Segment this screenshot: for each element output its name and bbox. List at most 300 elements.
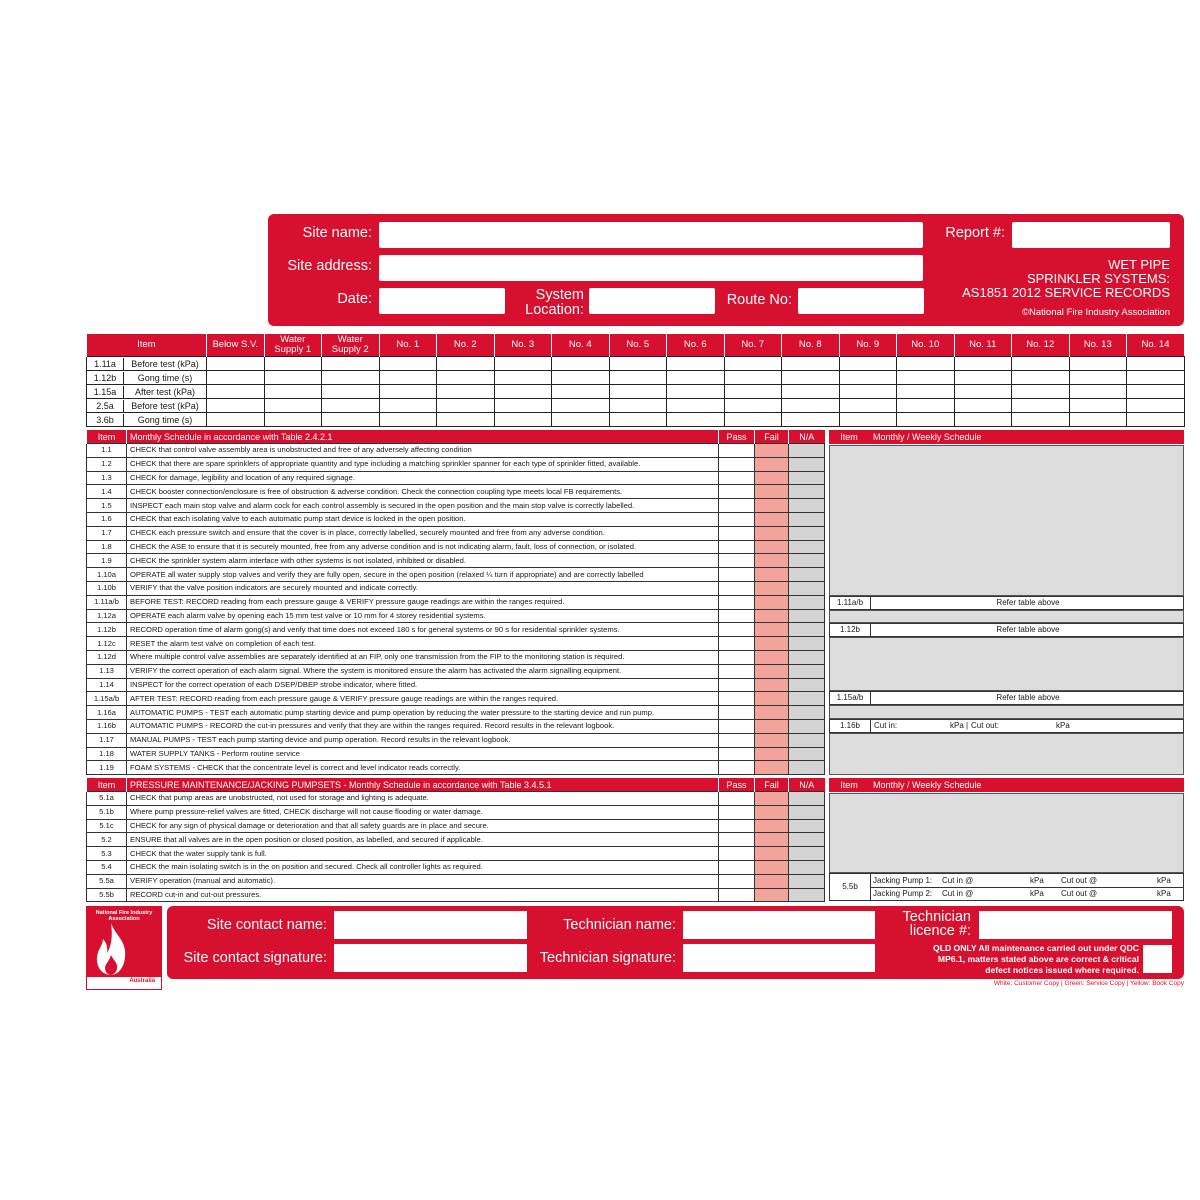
pressure-reading-cell[interactable] — [264, 385, 322, 399]
pressure-reading-cell[interactable] — [437, 357, 495, 371]
pass-checkbox[interactable] — [719, 761, 755, 775]
monthly-item-description: AFTER TEST: RECORD reading from each pressure gauge & VERIFY pressure gauge readings are within the ranges required. — [127, 692, 719, 706]
site-contact-signature-field[interactable] — [334, 944, 527, 972]
pass-checkbox[interactable] — [719, 595, 755, 609]
na-checkbox[interactable] — [789, 485, 825, 499]
pass-checkbox[interactable] — [719, 678, 755, 692]
pressure-reading-cell[interactable] — [1012, 371, 1070, 385]
na-checkbox[interactable] — [789, 444, 825, 458]
monthly-item-code: 1.4 — [87, 485, 127, 499]
pressure-reading-cell[interactable] — [609, 371, 667, 385]
fail-checkbox[interactable] — [755, 888, 789, 902]
monthly-panel-item-header: Item — [840, 432, 858, 442]
site-address-label: Site address: — [287, 258, 372, 274]
pumpset-row — [87, 847, 825, 861]
monthly-item-code: 1.9 — [87, 554, 127, 568]
pressure-reading-cell[interactable] — [322, 413, 380, 427]
pressure-reading-cell[interactable] — [954, 385, 1012, 399]
monthly-item-description: CHECK booster connection/enclosure is free of obstruction & adverse condition. Check the connection coupling type meets local FB requirements. — [127, 485, 719, 499]
fail-checkbox[interactable] — [755, 637, 789, 651]
monthly-item-description: MANUAL PUMPS - TEST each pump starting device and pump operation. Record results in the relevant logbook. — [127, 733, 719, 747]
qld-checkbox[interactable] — [1143, 945, 1172, 973]
fail-checkbox[interactable] — [755, 540, 789, 554]
monthly-item-code: 1.13 — [87, 664, 127, 678]
na-checkbox[interactable] — [789, 874, 825, 888]
pressure-reading-cell[interactable] — [1069, 357, 1127, 371]
pumpset-row — [87, 833, 825, 847]
pressure-row — [87, 371, 1185, 385]
pumpset-row — [87, 805, 825, 819]
pressure-reading-cell[interactable] — [494, 357, 552, 371]
fail-checkbox[interactable] — [755, 650, 789, 664]
pressure-reading-cell[interactable] — [782, 385, 840, 399]
pressure-reading-cell[interactable] — [667, 385, 725, 399]
monthly-row — [87, 761, 825, 775]
pressure-reading-cell[interactable] — [552, 371, 610, 385]
pressure-reading-cell[interactable] — [207, 399, 265, 413]
title-line-1: WET PIPE — [1108, 257, 1170, 272]
panel-row-1-15ab — [829, 691, 1184, 705]
monthly-item-code: 1.16a — [87, 706, 127, 720]
pressure-reading-cell[interactable] — [1069, 399, 1127, 413]
pressure-reading-cell[interactable] — [322, 357, 380, 371]
monthly-na-header: N/A — [789, 430, 825, 444]
pressure-reading-cell[interactable] — [954, 399, 1012, 413]
system-location-field[interactable] — [589, 288, 715, 314]
jacking-pump-2-line — [871, 887, 1183, 900]
monthly-item-header: Item — [87, 430, 127, 444]
pressure-reading-cell[interactable] — [207, 385, 265, 399]
pressure-row-label — [87, 357, 207, 371]
pressure-reading-cell[interactable] — [437, 371, 495, 385]
fail-checkbox[interactable] — [755, 664, 789, 678]
pressure-reading-cell[interactable] — [954, 413, 1012, 427]
na-checkbox[interactable] — [789, 526, 825, 540]
monthly-item-code: 1.5 — [87, 499, 127, 513]
pressure-row-text: Before test (kPa) — [131, 358, 199, 369]
pumpsets-checklist-table — [86, 778, 825, 902]
pass-checkbox[interactable] — [719, 637, 755, 651]
na-checkbox[interactable] — [789, 554, 825, 568]
pressure-reading-cell[interactable] — [839, 399, 897, 413]
pass-checkbox[interactable] — [719, 581, 755, 595]
fail-checkbox[interactable] — [755, 874, 789, 888]
pressure-reading-cell[interactable] — [667, 413, 725, 427]
system-location-label-line2: Location: — [525, 302, 584, 318]
monthly-notes-area-1[interactable] — [829, 445, 1184, 596]
fail-checkbox[interactable] — [755, 860, 789, 874]
pumpset-panel-header — [829, 778, 1184, 792]
pressure-reading-cell[interactable] — [954, 371, 1012, 385]
pressure-reading-cell[interactable] — [897, 371, 955, 385]
pass-checkbox[interactable] — [719, 664, 755, 678]
fail-checkbox[interactable] — [755, 499, 789, 513]
title-line-3: AS1851 2012 SERVICE RECORDS — [962, 285, 1170, 300]
technician-signature-field[interactable] — [683, 944, 875, 972]
panel-row-code: 1.12b — [830, 624, 871, 636]
pass-checkbox[interactable] — [719, 733, 755, 747]
na-checkbox[interactable] — [789, 733, 825, 747]
pressure-reading-cell[interactable] — [494, 371, 552, 385]
pass-checkbox[interactable] — [719, 847, 755, 861]
pass-checkbox[interactable] — [719, 457, 755, 471]
fail-checkbox[interactable] — [755, 733, 789, 747]
na-checkbox[interactable] — [789, 819, 825, 833]
pumpset-item-description: CHECK that pump areas are unobstructed, not used for storage and lighting is adequate. — [127, 792, 719, 806]
fail-checkbox[interactable] — [755, 471, 789, 485]
fail-checkbox[interactable] — [755, 833, 789, 847]
pass-checkbox[interactable] — [719, 719, 755, 733]
pressure-reading-cell[interactable] — [494, 399, 552, 413]
panel-row-code: 1.15a/b — [830, 692, 871, 704]
pressure-reading-cell[interactable] — [839, 357, 897, 371]
jacking-pump-row — [829, 873, 1184, 901]
pass-checkbox[interactable] — [719, 444, 755, 458]
pressure-reading-cell[interactable] — [1069, 413, 1127, 427]
pass-checkbox[interactable] — [719, 860, 755, 874]
site-contact-signature-label: Site contact signature: — [183, 950, 327, 966]
pumpset-item-code: 5.5a — [87, 874, 127, 888]
pressure-reading-cell[interactable] — [552, 413, 610, 427]
monthly-item-description: CHECK for damage, legibility and location of any required signage. — [127, 471, 719, 485]
fail-checkbox[interactable] — [755, 805, 789, 819]
pumpset-row — [87, 819, 825, 833]
pressure-reading-cell[interactable] — [1127, 371, 1185, 385]
na-checkbox[interactable] — [789, 792, 825, 806]
cut-out-kpa-label: kPa — [1056, 721, 1070, 730]
na-checkbox[interactable] — [789, 568, 825, 582]
na-checkbox[interactable] — [789, 860, 825, 874]
monthly-item-code: 1.18 — [87, 747, 127, 761]
pressure-reading-cell[interactable] — [1012, 413, 1070, 427]
pressure-reading-cell[interactable] — [379, 357, 437, 371]
monthly-item-description: OPERATE all water supply stop valves and verify they are fully open, secure in the open position (relaxed ¼ turn if appropriate) and are correctly labelled — [127, 568, 719, 582]
pressure-reading-cell[interactable] — [207, 357, 265, 371]
monthly-row — [87, 747, 825, 761]
pass-checkbox[interactable] — [719, 706, 755, 720]
pressure-reading-cell[interactable] — [609, 357, 667, 371]
pressure-reading-cell[interactable] — [322, 399, 380, 413]
technician-licence-field[interactable] — [979, 911, 1172, 939]
fail-checkbox[interactable] — [755, 554, 789, 568]
pass-checkbox[interactable] — [719, 512, 755, 526]
monthly-weekly-panel — [829, 430, 1184, 775]
pressure-table-header — [87, 334, 1185, 357]
qld-line-1: QLD ONLY All maintenance carried out under QDC — [933, 943, 1139, 953]
pressure-reading-cell[interactable] — [264, 371, 322, 385]
pressure-reading-cell[interactable] — [1127, 399, 1185, 413]
na-checkbox[interactable] — [789, 706, 825, 720]
pressure-reading-cell[interactable] — [782, 357, 840, 371]
pressure-reading-cell[interactable] — [1127, 357, 1185, 371]
monthly-item-code: 1.3 — [87, 471, 127, 485]
na-checkbox[interactable] — [789, 678, 825, 692]
pumpset-item-code: 5.1b — [87, 805, 127, 819]
pressure-row-code: 1.11a — [87, 358, 124, 370]
pressure-reading-cell[interactable] — [724, 371, 782, 385]
na-checkbox[interactable] — [789, 499, 825, 513]
monthly-item-description: CHECK that control valve assembly area is unobstructed and free of any adversely affecting condition — [127, 444, 719, 458]
technician-licence-label — [879, 910, 971, 938]
pass-checkbox[interactable] — [719, 554, 755, 568]
pressure-reading-cell[interactable] — [437, 399, 495, 413]
pressure-reading-cell[interactable] — [897, 385, 955, 399]
fail-checkbox[interactable] — [755, 568, 789, 582]
pumpset-notes-area[interactable] — [829, 793, 1184, 873]
jp2-cut-out-kpa: kPa — [1157, 889, 1171, 898]
pressure-reading-cell[interactable] — [1012, 357, 1070, 371]
pass-checkbox[interactable] — [719, 805, 755, 819]
pressure-reading-cell[interactable] — [322, 385, 380, 399]
monthly-notes-area-5[interactable] — [829, 733, 1184, 775]
pumpset-item-code: 5.2 — [87, 833, 127, 847]
pressure-reading-cell[interactable] — [207, 413, 265, 427]
monthly-row — [87, 499, 825, 513]
pressure-reading-cell[interactable] — [207, 371, 265, 385]
pressure-reading-cell[interactable] — [897, 357, 955, 371]
fail-checkbox[interactable] — [755, 792, 789, 806]
fail-checkbox[interactable] — [755, 457, 789, 471]
na-checkbox[interactable] — [789, 805, 825, 819]
na-checkbox[interactable] — [789, 512, 825, 526]
pressure-reading-cell[interactable] — [552, 399, 610, 413]
na-checkbox[interactable] — [789, 847, 825, 861]
pass-checkbox[interactable] — [719, 526, 755, 540]
pressure-column-header: No. 11 — [954, 334, 1012, 357]
fail-checkbox[interactable] — [755, 692, 789, 706]
monthly-item-code: 1.8 — [87, 540, 127, 554]
pressure-column-header: No. 4 — [552, 334, 610, 357]
site-contact-name-field[interactable] — [334, 911, 527, 939]
pressure-reading-cell[interactable] — [782, 371, 840, 385]
jp2-cut-in-label: Cut in @ — [942, 889, 974, 898]
pressure-reading-cell[interactable] — [667, 357, 725, 371]
report-number-field[interactable] — [1012, 222, 1170, 248]
na-checkbox[interactable] — [789, 457, 825, 471]
fail-checkbox[interactable] — [755, 581, 789, 595]
pressure-reading-cell[interactable] — [839, 413, 897, 427]
pressure-reading-cell[interactable] — [724, 399, 782, 413]
flame-icon — [91, 921, 131, 977]
technician-licence-label-line2: licence #: — [909, 923, 971, 939]
pass-checkbox[interactable] — [719, 499, 755, 513]
technician-name-field[interactable] — [683, 911, 875, 939]
pressure-reading-cell[interactable] — [552, 357, 610, 371]
pass-checkbox[interactable] — [719, 819, 755, 833]
pressure-reading-cell[interactable] — [897, 399, 955, 413]
pressure-reading-cell[interactable] — [609, 399, 667, 413]
monthly-row — [87, 595, 825, 609]
pressure-reading-cell[interactable] — [839, 385, 897, 399]
monthly-panel-header — [829, 430, 1184, 444]
pressure-reading-cell[interactable] — [667, 371, 725, 385]
monthly-notes-area-2[interactable] — [829, 610, 1184, 623]
panel-row-1-16b — [829, 719, 1184, 733]
cut-in-kpa-label: kPa | — [950, 721, 969, 730]
na-checkbox[interactable] — [789, 888, 825, 902]
pass-checkbox[interactable] — [719, 540, 755, 554]
fail-checkbox[interactable] — [755, 609, 789, 623]
na-checkbox[interactable] — [789, 692, 825, 706]
monthly-row — [87, 733, 825, 747]
pressure-reading-cell[interactable] — [494, 385, 552, 399]
pressure-row-label — [87, 385, 207, 399]
pressure-reading-cell[interactable] — [1012, 399, 1070, 413]
pumpset-item-code: 5.3 — [87, 847, 127, 861]
site-name-field[interactable] — [379, 222, 923, 248]
fail-checkbox[interactable] — [755, 719, 789, 733]
pressure-reading-cell[interactable] — [1127, 385, 1185, 399]
monthly-item-code: 1.6 — [87, 512, 127, 526]
pumpsets-item-header: Item — [87, 778, 127, 792]
pumpset-row — [87, 874, 825, 888]
na-checkbox[interactable] — [789, 664, 825, 678]
pressure-row-code: 2.5a — [87, 400, 124, 412]
na-checkbox[interactable] — [789, 540, 825, 554]
pressure-reading-cell[interactable] — [437, 385, 495, 399]
pass-checkbox[interactable] — [719, 874, 755, 888]
fail-checkbox[interactable] — [755, 761, 789, 775]
pressure-reading-cell[interactable] — [1069, 371, 1127, 385]
pressure-reading-cell[interactable] — [264, 399, 322, 413]
copy-distribution-note: White: Customer Copy | Green: Service Copy | Yellow: Book Copy — [993, 980, 1184, 987]
pass-checkbox[interactable] — [719, 471, 755, 485]
pressure-reading-cell[interactable] — [1012, 385, 1070, 399]
monthly-row — [87, 485, 825, 499]
monthly-item-description: CHECK that each isolating valve to each automatic pump start device is locked in the open position. — [127, 512, 719, 526]
monthly-notes-area-3[interactable] — [829, 637, 1184, 691]
monthly-item-description: CHECK each pressure switch and ensure that the cover is in place, correctly labelled, securely mounted and free from any adverse condition. — [127, 526, 719, 540]
na-checkbox[interactable] — [789, 581, 825, 595]
site-contact-name-label: Site contact name: — [206, 917, 327, 933]
fail-checkbox[interactable] — [755, 444, 789, 458]
pressure-reading-cell[interactable] — [609, 385, 667, 399]
na-checkbox[interactable] — [789, 623, 825, 637]
pressure-reading-cell[interactable] — [552, 385, 610, 399]
na-checkbox[interactable] — [789, 761, 825, 775]
monthly-row — [87, 692, 825, 706]
pass-checkbox[interactable] — [719, 833, 755, 847]
pressure-reading-cell[interactable] — [724, 385, 782, 399]
na-checkbox[interactable] — [789, 609, 825, 623]
panel-row-text: Refer table above — [996, 598, 1060, 607]
monthly-notes-area-4[interactable] — [829, 705, 1184, 719]
na-checkbox[interactable] — [789, 471, 825, 485]
pressure-reading-cell[interactable] — [839, 371, 897, 385]
panel-row-text: Refer table above — [996, 693, 1060, 702]
pass-checkbox[interactable] — [719, 623, 755, 637]
pressure-reading-cell[interactable] — [379, 385, 437, 399]
pumpset-row — [87, 888, 825, 902]
pass-checkbox[interactable] — [719, 888, 755, 902]
monthly-item-code: 1.19 — [87, 761, 127, 775]
na-checkbox[interactable] — [789, 637, 825, 651]
jp1-cut-in-label: Cut in @ — [942, 876, 974, 885]
site-address-field[interactable] — [379, 255, 923, 281]
pass-checkbox[interactable] — [719, 792, 755, 806]
date-field[interactable] — [379, 288, 505, 314]
monthly-item-code: 1.16b — [87, 719, 127, 733]
fail-checkbox[interactable] — [755, 512, 789, 526]
route-no-field[interactable] — [798, 288, 924, 314]
monthly-item-code: 1.10b — [87, 581, 127, 595]
fail-checkbox[interactable] — [755, 847, 789, 861]
jacking-pump-1-line — [871, 874, 1183, 888]
pass-checkbox[interactable] — [719, 650, 755, 664]
pressure-reading-cell[interactable] — [782, 413, 840, 427]
fail-checkbox[interactable] — [755, 819, 789, 833]
pressure-reading-cell[interactable] — [264, 413, 322, 427]
pressure-row — [87, 385, 1185, 399]
panel-row-code: 1.16b — [830, 720, 871, 732]
na-checkbox[interactable] — [789, 595, 825, 609]
pressure-row — [87, 413, 1185, 427]
pass-checkbox[interactable] — [719, 568, 755, 582]
qld-line-3: defect notices issued where required. — [985, 965, 1139, 975]
pressure-column-header: Water Supply 2 — [322, 334, 380, 357]
na-checkbox[interactable] — [789, 719, 825, 733]
pass-checkbox[interactable] — [719, 485, 755, 499]
pass-checkbox[interactable] — [719, 747, 755, 761]
na-checkbox[interactable] — [789, 833, 825, 847]
pressure-reading-cell[interactable] — [782, 399, 840, 413]
fail-checkbox[interactable] — [755, 623, 789, 637]
monthly-item-code: 1.11a/b — [87, 595, 127, 609]
report-number-label: Report #: — [945, 225, 1005, 241]
pressure-reading-cell[interactable] — [494, 413, 552, 427]
logo-background — [87, 907, 161, 977]
monthly-item-description: AUTOMATIC PUMPS - TEST each automatic pump starting device and pump operation by reducing the water pressure to the starting device and run pump. — [127, 706, 719, 720]
fail-checkbox[interactable] — [755, 595, 789, 609]
pressure-reading-cell[interactable] — [322, 371, 380, 385]
pressure-reading-cell[interactable] — [954, 357, 1012, 371]
nfia-logo — [86, 906, 162, 990]
na-checkbox[interactable] — [789, 650, 825, 664]
fail-checkbox[interactable] — [755, 706, 789, 720]
fail-checkbox[interactable] — [755, 485, 789, 499]
pressure-reading-cell[interactable] — [1127, 413, 1185, 427]
pass-checkbox[interactable] — [719, 609, 755, 623]
pumpsets-header-row — [87, 778, 825, 792]
fail-checkbox[interactable] — [755, 678, 789, 692]
na-checkbox[interactable] — [789, 747, 825, 761]
monthly-item-code: 1.12d — [87, 650, 127, 664]
pressure-row-code: 1.12b — [87, 372, 124, 384]
monthly-item-code: 1.12c — [87, 637, 127, 651]
pumpset-item-code: 5.1c — [87, 819, 127, 833]
pressure-column-header: No. 3 — [494, 334, 552, 357]
fail-checkbox[interactable] — [755, 747, 789, 761]
fail-checkbox[interactable] — [755, 526, 789, 540]
jp1-cut-in-kpa: kPa — [1030, 876, 1044, 885]
monthly-item-description: Where multiple control valve assemblies are separately identified at an FIP, only one transmission from the FIP to the monitoring station is required. — [127, 650, 719, 664]
pressure-reading-cell[interactable] — [724, 413, 782, 427]
pressure-reading-cell[interactable] — [1069, 385, 1127, 399]
pumpset-item-description: Where pump pressure-relief valves are fitted, CHECK discharge will not cause flooding or water damage. — [127, 805, 719, 819]
pressure-reading-cell[interactable] — [264, 357, 322, 371]
pressure-reading-cell[interactable] — [724, 357, 782, 371]
pressure-reading-cell[interactable] — [437, 413, 495, 427]
pressure-row-code: 1.15a — [87, 386, 124, 398]
pressure-reading-cell[interactable] — [609, 413, 667, 427]
pressure-reading-cell[interactable] — [897, 413, 955, 427]
monthly-row — [87, 540, 825, 554]
pressure-reading-cell[interactable] — [379, 371, 437, 385]
pressure-reading-cell[interactable] — [667, 399, 725, 413]
pressure-reading-cell[interactable] — [379, 399, 437, 413]
pressure-reading-cell[interactable] — [379, 413, 437, 427]
pass-checkbox[interactable] — [719, 692, 755, 706]
